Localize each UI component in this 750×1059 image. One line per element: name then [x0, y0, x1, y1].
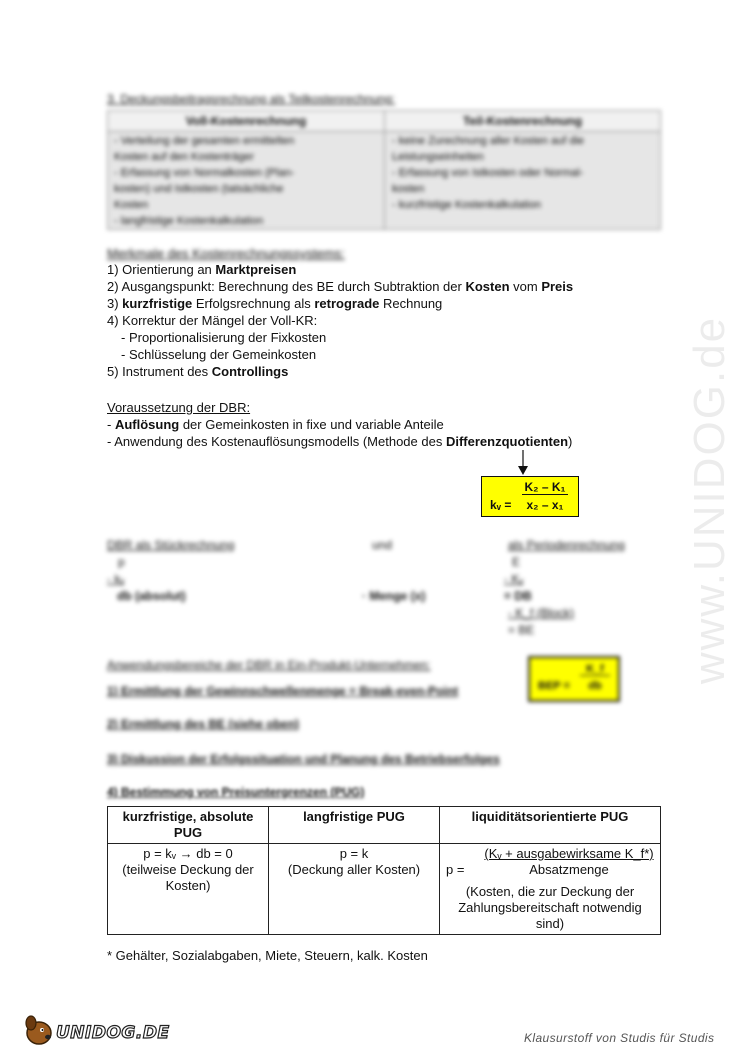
pug-header-long-term: langfristige PUG	[269, 807, 440, 844]
pug-cell-liquidity: (Kᵥ + ausgabewirksame K_f*) p = Absatzmenge (Kosten, die zur Deckung der Zahlungsbereitschaft notwendig sind)	[440, 844, 661, 935]
pug-header-short-term: kurzfristige, absolute PUG	[108, 807, 269, 844]
pug-table	[107, 806, 661, 935]
section-title: 3. Deckungsbeitragsrechnung als Teilkostenrechnung:	[107, 92, 395, 106]
pug-header-liquidity: liquiditätsorientierte PUG	[440, 807, 661, 844]
merkmal-5: 5) Instrument des Controllings	[107, 364, 289, 379]
pug-cell-long-term: p = k (Deckung aller Kosten)	[269, 844, 440, 935]
cost-comparison-table	[107, 110, 661, 230]
footnote: * Gehälter, Sozialabgaben, Miete, Steuern, kalk. Kosten	[107, 948, 428, 963]
full-cost-header: Voll-Kostenrechnung	[108, 111, 384, 132]
merkmal-4b: - Schlüsselung der Gemeinkosten	[121, 347, 317, 362]
full-cost-list: - Verteilung der gesamten ermittelten Kosten auf den Kostenträger - Erfassung von Normalkosten (Plan- kosten) und Istkosten (tatsächliche Kosten - langfristige Kostenkalkulation	[114, 135, 295, 227]
dog-icon	[22, 1013, 56, 1047]
difference-quotient-formula: K₂ – K₁ kᵥ = x₂ – x₁	[481, 476, 579, 517]
voraussetzung-title: Voraussetzung der DBR:	[107, 400, 251, 415]
voraussetzung-1: - Auflösung der Gemeinkosten in fixe und variable Anteile	[107, 417, 444, 432]
merkmal-3: 3) kurzfristige Erfolgsrechnung als retrograde Rechnung	[107, 296, 443, 311]
merkmale-title: Merkmale des Kostenrechnungssystems:	[107, 246, 345, 261]
merkmal-4: 4) Korrektur der Mängel der Voll-KR:	[107, 313, 318, 328]
voraussetzung-2: - Anwendung des Kostenauflösungsmodells (Methode des Differenzquotienten)	[107, 434, 573, 449]
merkmal-1: 1) Orientierung an Marktpreisen	[107, 262, 297, 277]
watermark: www.UNIDOG.de	[685, 315, 734, 685]
partial-cost-header: Teil-Kostenrechnung	[385, 111, 660, 132]
partial-cost-list: - keine Zurechnung aller Kosten auf die Leistungseinheiten - Erfassung von Istkosten oder Normal- kosten - kurzfristige Kostenkalkulation	[392, 135, 585, 211]
arrow-down-icon	[516, 450, 530, 476]
anwendung-item-4: 4) Bestimmung von Preisuntergrenzen (PUG)	[107, 785, 365, 799]
pug-cell-short-term: p = kᵥ → db = 0 (teilweise Deckung der Kosten)	[108, 844, 269, 935]
bep-formula: K_f BEP = db	[528, 656, 620, 702]
merkmal-4a: - Proportionalisierung der Fixkosten	[121, 330, 327, 345]
merkmal-2: 2) Ausgangspunkt: Berechnung des BE durch Subtraktion der Kosten vom Preis	[107, 279, 574, 294]
footer-slogan: Klausurstoff von Studis für Studis	[524, 1031, 715, 1045]
